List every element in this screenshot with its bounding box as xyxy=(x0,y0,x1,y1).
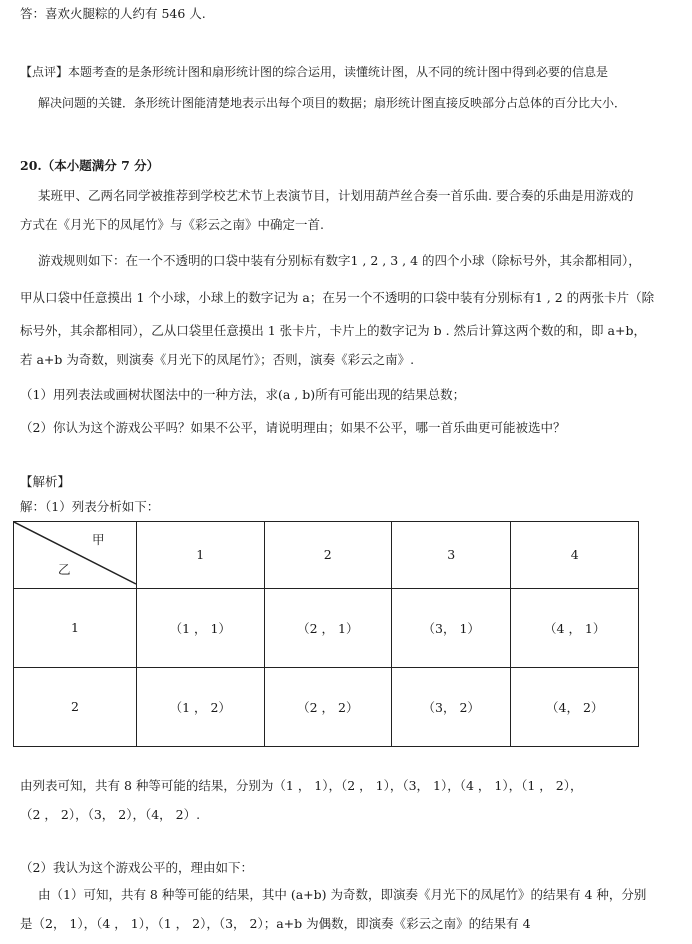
table-cell: （2 ， 1） xyxy=(264,588,392,667)
analysis-heading: 【解析】 xyxy=(20,474,71,489)
solution-line-3: 由（1）可知，共有 8 种等可能的结果，其中 (a+b) 为奇数，即演奏《月光下的凤尾竹》的结果有 4 种，分别 xyxy=(38,887,647,902)
answer-line: 答：喜欢火腿粽的人约有 546 人. xyxy=(20,6,206,21)
comment-line-1: 【点评】本题考查的是条形统计图和扇形统计图的综合运用，读懂统计图，从不同的统计图中得到必要的信息是 xyxy=(20,65,609,79)
question-paragraph-2: 方式在《月光下的凤尾竹》与《彩云之南》中确定一首. xyxy=(20,217,324,232)
column-header: 4 xyxy=(511,522,639,589)
table-cell: （4 ， 1） xyxy=(511,588,639,667)
solution-line-2: （2）我认为这个游戏公平的，理由如下： xyxy=(20,860,253,875)
table-cell: （4， 2） xyxy=(511,667,639,746)
corner-label-jia: 甲 xyxy=(92,532,105,547)
table-cell: （1 ， 1） xyxy=(137,588,265,667)
table-cell: （1 ， 2） xyxy=(137,667,265,746)
table-row xyxy=(14,667,639,746)
question-paragraph-6: 若 a+b 为奇数，则演奏《月光下的凤尾竹》；否则，演奏《彩云之南》. xyxy=(20,352,415,367)
table-cell: （2 ， 2） xyxy=(264,667,392,746)
table-cell: （3， 1） xyxy=(392,588,511,667)
corner-label-yi: 乙 xyxy=(58,562,71,577)
row-header: 1 xyxy=(14,588,137,667)
question-paragraph-5: 标号外，其余都相同），乙从口袋里任意摸出 1 张卡片，卡片上的数字记为 b . 然后计算这两个数的和，即 a+b， xyxy=(20,323,646,338)
question-title: 20.（本小题满分 7 分） xyxy=(20,158,160,173)
question-paragraph-1: 某班甲、乙两名同学被推荐到学校艺术节上表演节目，计划用葫芦丝合奏一首乐曲. 要合奏的乐曲是用游戏的 xyxy=(38,188,634,203)
solution-line-4: 是（2， 1），（4 ， 1），（1 ， 2），（3， 2）；a+b 为偶数，即演奏《彩云之南》的结果有 4 xyxy=(20,916,531,931)
row-header: 2 xyxy=(14,667,137,746)
comment-line-2: 解决问题的关键．条形统计图能清楚地表示出每个项目的数据；扇形统计图直接反映部分占总体的百分比大小． xyxy=(38,96,627,110)
table-cell: （3， 2） xyxy=(392,667,511,746)
result-line-2: （2 ， 2），（3， 2），（4， 2）. xyxy=(20,807,201,822)
result-line-1: 由列表可知，共有 8 种等可能的结果，分别为（1 ， 1），（2 ， 1），（3， 1），（4 ， 1），（1 ， 2）， xyxy=(20,778,583,793)
column-header: 1 xyxy=(137,522,265,589)
question-paragraph-4: 甲从口袋中任意摸出 1 个小球，小球上的数字记为 a；在另一个不透明的口袋中装有分别标有1 , 2 的两张卡片（除 xyxy=(20,290,655,305)
column-header: 2 xyxy=(264,522,392,589)
outcome-table xyxy=(13,521,639,747)
question-paragraph-3: 游戏规则如下：在一个不透明的口袋中装有分别标有数字1 , 2 , 3 , 4 的四个小球（除标号外，其余都相同）， xyxy=(38,253,641,268)
table-row xyxy=(14,588,639,667)
question-part-1: （1）用列表法或画树状图法中的一种方法，求(a , b)所有可能出现的结果总数； xyxy=(20,387,466,402)
solution-line-1: 解：（1）列表分析如下： xyxy=(20,499,160,514)
question-part-2: （2）你认为这个游戏公平吗？如果不公平，请说明理由；如果不公平，哪一首乐曲更可能被选中？ xyxy=(20,420,566,435)
table-header-row xyxy=(14,522,639,589)
column-header: 3 xyxy=(392,522,511,589)
table-corner-cell xyxy=(14,522,137,589)
diagonal-line xyxy=(14,522,138,586)
